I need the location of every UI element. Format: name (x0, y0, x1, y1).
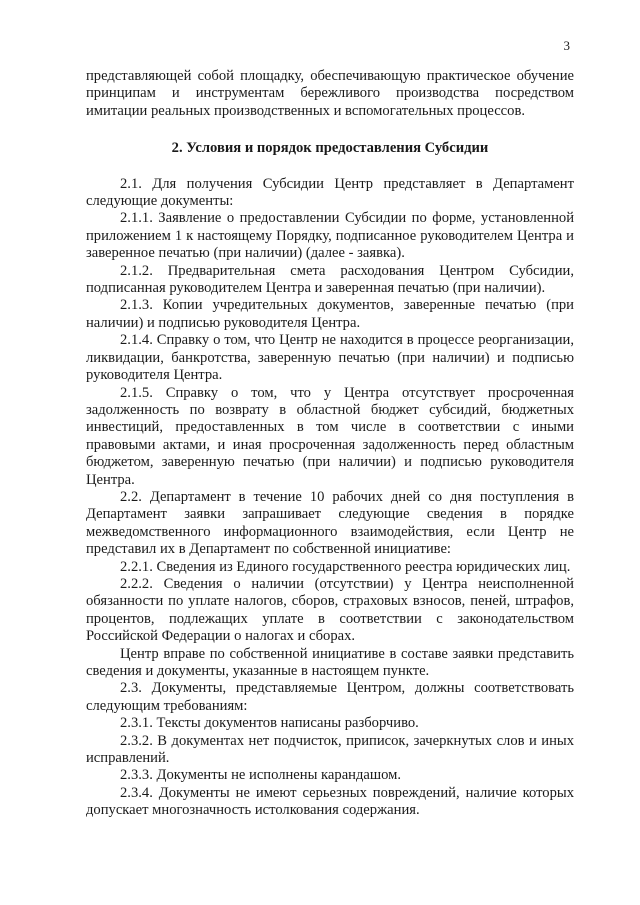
paragraph-2-1-3: 2.1.3. Копии учредительных документов, заверенные печатью (при наличии) и подписью руководителя Центра. (86, 297, 574, 331)
paragraph-2-1-1: 2.1.1. Заявление о предоставлении Субсидии по форме, установленной приложением 1 к настоящему Порядку, подписанное руководителем Центра и заверенное печатью (при наличии) (далее - заявка). (86, 210, 574, 262)
paragraph-2-3-1: 2.3.1. Тексты документов написаны разборчиво. (120, 715, 419, 732)
paragraph-2-3-3: 2.3.3. Документы не исполнены карандашом. (120, 767, 402, 784)
paragraph-2-2: 2.2. Департамент в течение 10 рабочих дней со дня поступления в Департамент заявки запрашивает следующие сведения в порядке межведомственного информационного взаимодействия, если Центр не представил их в Департамент по собственной инициативе: (86, 488, 574, 558)
paragraph-center-right: Центр вправе по собственной инициативе в составе заявки представить сведения и документы, указанные в настоящем пункте. (86, 645, 574, 679)
document-body (86, 68, 574, 820)
paragraph-2-3-4: 2.3.4. Документы не имеют серьезных повреждений, наличие которых допускает многозначность истолкования содержания. (86, 784, 574, 819)
intro-paragraph: представляющей собой площадку, обеспечивающую практическое обучение принципам и инструментам бережливого производства посредством имитации реальных производственных и вспомогательных процессов. (86, 68, 574, 119)
paragraph-2-3: 2.3. Документы, представляемые Центром, должны соответствовать следующим требованиям: (86, 680, 574, 714)
paragraph-2-1-5: 2.1.5. Справку о том, что у Центра отсутствует просроченная задолженность по возврату в областной бюджет субсидий, бюджетных инвестиций, предоставленных в том числе в соответствии с иными правовыми актами, и иная просроченная задолженность перед областным бюджетом, заверенную печатью (при наличии) и подписью руководителя Центра. (86, 384, 574, 488)
paragraph-2-2-2: 2.2.2. Сведения о наличии (отсутствии) у Центра неисполненной обязанности по уплате налогов, сборов, страховых взносов, пеней, штрафов, процентов, подлежащих уплате в соответствии с законодательством Российской Федерации о налогах и сборах. (86, 575, 574, 645)
section-heading: 2. Условия и порядок предоставления Субсидии (171, 140, 489, 157)
paragraph-2-3-2: 2.3.2. В документах нет подчисток, приписок, зачеркнутых слов и иных исправлений. (86, 732, 574, 767)
paragraph-2-1-4: 2.1.4. Справку о том, что Центр не находится в процессе реорганизации, ликвидации, банкротства, заверенную печатью (при наличии) и подписью руководителя Центра. (86, 332, 574, 384)
paragraph-2-2-1: 2.2.1. Сведения из Единого государственного реестра юридических лиц. (120, 558, 571, 575)
page-number: 3 (563, 38, 570, 53)
paragraph-2-1: 2.1. Для получения Субсидии Центр представляет в Департамент следующие документы: (86, 175, 574, 210)
paragraph-2-1-2: 2.1.2. Предварительная смета расходования Центром Субсидии, подписанная руководителем Центра и заверенная печатью (при наличии). (86, 262, 574, 297)
